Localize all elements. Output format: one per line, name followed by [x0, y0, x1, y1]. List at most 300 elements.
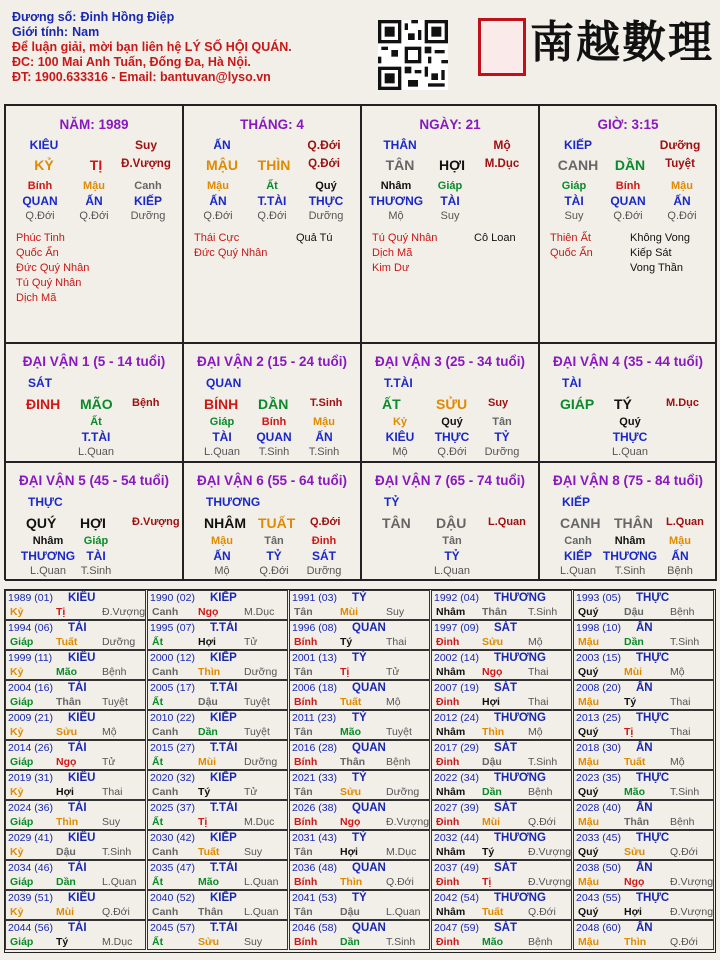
- year-stem: Tân: [294, 786, 313, 798]
- phase: Đ.Vượng: [121, 158, 171, 170]
- life-stage: Bệnh: [667, 565, 693, 577]
- pillar-title: NĂM: 1989: [59, 117, 129, 132]
- year-stage: Thai: [528, 666, 549, 678]
- year-cell: [147, 680, 288, 710]
- year-stem: Kỷ: [10, 846, 24, 858]
- life-stage: L.Quan: [559, 565, 597, 577]
- year-cell: [5, 620, 146, 650]
- year-cell: [431, 620, 572, 650]
- year-stage: Dưỡng: [102, 636, 136, 648]
- pillar-cell: [361, 105, 539, 343]
- year-stage: Bệnh: [386, 756, 411, 768]
- ten-god: TỶ: [444, 549, 460, 563]
- ten-god: TỶ: [266, 549, 282, 563]
- logo-title: 南越數理: [530, 17, 714, 68]
- star: Vong Thần: [630, 262, 684, 274]
- life-stage: T.Sinh: [614, 565, 646, 577]
- year-god: THƯƠNG: [494, 652, 546, 664]
- hidden-god-top: THÂN: [383, 138, 417, 152]
- year-stage: Thai: [386, 636, 407, 648]
- year-cell: [5, 860, 146, 890]
- year-stage: Bệnh: [670, 606, 695, 618]
- year-stage: Thai: [528, 696, 549, 708]
- year-god: T.TÀI: [210, 802, 238, 814]
- year-label: 2020 (32): [150, 772, 195, 784]
- year-god: SÁT: [494, 802, 517, 814]
- year-branch: Mùi: [56, 906, 75, 918]
- phase: M.Dục: [666, 397, 699, 409]
- year-stage: Tử: [244, 636, 258, 648]
- year-stage: M.Dục: [386, 846, 417, 858]
- year-stem: Giáp: [10, 636, 34, 648]
- year-label: 2032 (44): [434, 832, 479, 844]
- pillar-title: THÁNG: 4: [240, 117, 304, 132]
- hidden-stem: Mậu: [669, 535, 691, 547]
- name-value: Đinh Hồng Điệp: [80, 10, 175, 24]
- year-branch: Hợi: [624, 906, 642, 918]
- year-god: TỶ: [352, 832, 367, 844]
- year-label: 2022 (34): [434, 772, 479, 784]
- year-god: TÀI: [68, 742, 87, 754]
- year-stem: Đinh: [436, 876, 460, 888]
- year-stage: Đ.Vượng: [528, 846, 572, 858]
- year-branch: Sửu: [482, 636, 504, 648]
- ten-god: THỰC: [612, 430, 648, 444]
- stem: ĐINH: [26, 396, 61, 412]
- hidden-stem: Giáp: [83, 535, 109, 547]
- stem: TÂN: [382, 515, 411, 531]
- phase-top: Mộ: [493, 138, 511, 152]
- hidden-stem: Đinh: [311, 535, 337, 547]
- hidden-stem: Mậu: [207, 180, 229, 192]
- year-god: THỰC: [636, 832, 670, 844]
- year-god: KIÊU: [68, 592, 96, 604]
- hidden-stem: Mậu: [83, 180, 105, 192]
- year-god: THỰC: [636, 652, 670, 664]
- star: Quả Tú: [296, 232, 333, 244]
- year-branch: Ngọ: [624, 876, 645, 888]
- branch: MÃO: [80, 396, 113, 412]
- phase-top: Dưỡng: [659, 138, 701, 152]
- year-god: KIẾP: [210, 772, 237, 784]
- year-label: 2045 (57): [150, 922, 195, 934]
- year-stage: L.Quan: [244, 876, 279, 888]
- year-branch: Thìn: [56, 816, 79, 828]
- life-stage: Q.Đới: [203, 210, 233, 222]
- dai-van-god: QUAN: [206, 376, 242, 390]
- year-god: KIẾP: [210, 652, 237, 664]
- year-stage: T.Sinh: [528, 756, 558, 768]
- year-cell: [431, 650, 572, 680]
- year-label: 2026 (38): [292, 802, 337, 814]
- year-branch: Tý: [340, 636, 353, 648]
- year-stem: Đinh: [436, 936, 460, 948]
- year-stem: Đinh: [436, 696, 460, 708]
- hidden-stem: Giáp: [437, 180, 463, 192]
- star: Quốc Ấn: [16, 247, 59, 259]
- year-cell: [5, 770, 146, 800]
- gender-label: Giới tính:: [12, 25, 69, 39]
- year-stage: M.Dục: [102, 936, 133, 948]
- star: Không Vong: [630, 232, 690, 244]
- year-cell: [5, 890, 146, 920]
- year-cell: [573, 590, 714, 620]
- year-branch: Sửu: [340, 786, 362, 798]
- year-stage: Đ.Vượng: [386, 816, 430, 828]
- year-stem: Quý: [578, 846, 599, 858]
- hidden-stem: Mậu: [671, 180, 693, 192]
- year-stem: Nhâm: [436, 906, 466, 918]
- phase: T.Sinh: [310, 397, 343, 409]
- year-stem: Giáp: [10, 936, 34, 948]
- year-label: 1990 (02): [150, 592, 195, 604]
- year-god: ẤN: [636, 862, 653, 874]
- star: Thiên Ất: [550, 232, 591, 244]
- year-label: 1991 (03): [292, 592, 337, 604]
- year-branch: Dần: [56, 876, 76, 888]
- ten-god: TÀI: [86, 549, 106, 563]
- stem: NHÂM: [204, 515, 246, 531]
- stem: CANH: [557, 157, 599, 173]
- year-stem: Mậu: [578, 756, 599, 768]
- year-stem: Ất: [152, 876, 164, 888]
- life-stage: Suy: [564, 210, 584, 222]
- year-stage: T.Sinh: [386, 936, 416, 948]
- year-god: KIẾP: [210, 832, 237, 844]
- qr-code-icon[interactable]: [378, 20, 448, 90]
- life-stage: Dưỡng: [308, 210, 344, 222]
- ten-god: ẤN: [85, 194, 103, 208]
- year-stage: Thai: [670, 726, 691, 738]
- life-stage: Q.Đới: [257, 210, 287, 222]
- year-cell: [573, 860, 714, 890]
- year-cell: [289, 920, 430, 950]
- year-branch: Thân: [340, 756, 366, 768]
- dai-van-title: ĐẠI VẬN 8 (75 - 84 tuổi): [552, 473, 704, 488]
- year-cell: [431, 680, 572, 710]
- year-cell: [5, 740, 146, 770]
- stem: GIÁP: [560, 396, 595, 412]
- year-branch: Tý: [482, 846, 495, 858]
- stem: CANH: [560, 515, 601, 531]
- phase: L.Quan: [488, 516, 526, 528]
- year-cell: [5, 830, 146, 860]
- year-label: 1993 (05): [576, 592, 621, 604]
- hidden-stem: Nhâm: [614, 535, 646, 547]
- star: Dịch Mã: [16, 292, 57, 304]
- hidden-stem: Mậu: [313, 416, 335, 428]
- year-stem: Nhâm: [436, 666, 466, 678]
- year-stem: Đinh: [436, 636, 460, 648]
- year-stem: Kỷ: [10, 666, 24, 678]
- year-stem: Kỷ: [10, 606, 24, 618]
- hidden-stem: Tân: [442, 535, 462, 547]
- year-god: KIẾP: [210, 892, 237, 904]
- year-god: TỶ: [352, 592, 367, 604]
- year-god: TỶ: [352, 892, 367, 904]
- year-cell: [431, 740, 572, 770]
- year-cell: [5, 710, 146, 740]
- dai-van-cell: [539, 462, 717, 581]
- branch: TỊ: [89, 157, 103, 173]
- dai-van-god: TÀI: [562, 376, 582, 390]
- name-label: Đương số:: [12, 10, 77, 24]
- year-god: QUAN: [352, 742, 386, 754]
- ten-god: TÀI: [440, 194, 460, 208]
- hidden-stem: Giáp: [561, 180, 587, 192]
- branch: SỬU: [436, 396, 468, 412]
- year-stem: Ất: [152, 696, 164, 708]
- year-label: 1992 (04): [434, 592, 479, 604]
- ten-god: QUAN: [256, 430, 292, 444]
- year-stem: Giáp: [10, 756, 34, 768]
- year-cell: [147, 590, 288, 620]
- star: Kim Dư: [372, 262, 410, 274]
- year-branch: Thìn: [624, 936, 647, 948]
- year-label: 2025 (37): [150, 802, 195, 814]
- year-branch: Ngọ: [482, 666, 503, 678]
- phase: M.Dục: [484, 158, 520, 170]
- year-label: 1995 (07): [150, 622, 195, 634]
- year-label: 2006 (18): [292, 682, 337, 694]
- year-stem: Kỷ: [10, 786, 24, 798]
- year-label: 2031 (43): [292, 832, 337, 844]
- ten-god: QUAN: [610, 194, 646, 208]
- year-stage: Bệnh: [102, 666, 127, 678]
- star: Quốc Ấn: [550, 247, 593, 259]
- star: Tú Quý Nhân: [16, 277, 82, 289]
- year-branch: Thân: [482, 606, 508, 618]
- year-stage: Tử: [386, 666, 400, 678]
- dai-van-cell: [5, 462, 183, 581]
- year-cell: [147, 710, 288, 740]
- year-stage: Suy: [244, 936, 263, 948]
- year-cell: [431, 860, 572, 890]
- year-branch: Hợi: [56, 786, 74, 798]
- stem: KỶ: [34, 157, 54, 173]
- ten-god: THƯƠNG: [368, 194, 424, 208]
- year-label: 2015 (27): [150, 742, 195, 754]
- year-stage: L.Quan: [102, 876, 137, 888]
- year-branch: Sửu: [56, 726, 78, 738]
- year-stage: Q.Đới: [670, 936, 698, 948]
- year-label: 2009 (21): [8, 712, 53, 724]
- year-label: 2037 (49): [434, 862, 479, 874]
- year-stage: Tử: [102, 756, 116, 768]
- year-stem: Kỷ: [10, 906, 24, 918]
- year-stage: L.Quan: [244, 906, 279, 918]
- pillar-title: NGÀY: 21: [419, 117, 481, 132]
- year-god: KIÊU: [68, 832, 96, 844]
- year-label: 2036 (48): [292, 862, 337, 874]
- year-stem: Ất: [152, 936, 164, 948]
- year-label: 2023 (35): [576, 772, 621, 784]
- seal-stamp: [478, 18, 526, 76]
- year-branch: Dậu: [482, 756, 502, 768]
- year-cell: [573, 680, 714, 710]
- year-cell: [147, 830, 288, 860]
- year-god: THỰC: [636, 772, 670, 784]
- year-stem: Tân: [294, 666, 313, 678]
- year-god: TÀI: [68, 802, 87, 814]
- year-stem: Canh: [152, 666, 179, 678]
- branch: TUẤT: [258, 515, 296, 531]
- year-god: THƯƠNG: [494, 892, 546, 904]
- year-stem: Ất: [152, 756, 164, 768]
- year-branch: Mão: [482, 936, 503, 948]
- year-god: QUAN: [352, 802, 386, 814]
- year-god: SÁT: [494, 622, 517, 634]
- ten-god: KIẾP: [563, 549, 593, 563]
- chart-grid: [4, 104, 716, 580]
- phase: Tuyệt: [665, 158, 695, 170]
- year-stage: Tử: [244, 786, 258, 798]
- dai-van-god: THƯƠNG: [206, 495, 261, 509]
- year-stem: Giáp: [10, 876, 34, 888]
- phase: L.Quan: [666, 516, 704, 528]
- dai-van-cell: [361, 462, 539, 581]
- year-stem: Canh: [152, 726, 179, 738]
- star: Dịch Mã: [372, 247, 413, 259]
- year-god: SÁT: [494, 742, 517, 754]
- year-stem: Tân: [294, 606, 313, 618]
- year-stem: Tân: [294, 726, 313, 738]
- year-god: THỰC: [636, 592, 670, 604]
- ten-god: ẤN: [671, 549, 689, 563]
- dai-van-god: SÁT: [28, 376, 52, 390]
- dai-van-cell: [539, 343, 717, 462]
- year-stem: Bính: [294, 876, 318, 888]
- pillar-title: GIỜ: 3:15: [597, 117, 659, 132]
- year-cell: [147, 920, 288, 950]
- year-cell: [289, 590, 430, 620]
- year-stage: Thai: [670, 696, 691, 708]
- year-cell: [5, 590, 146, 620]
- year-cell: [289, 710, 430, 740]
- year-god: THỰC: [636, 892, 670, 904]
- year-stage: Suy: [244, 846, 263, 858]
- life-stage: Dưỡng: [484, 446, 520, 458]
- year-label: 2002 (14): [434, 652, 479, 664]
- year-branch: Tý: [624, 696, 637, 708]
- year-god: TÀI: [68, 922, 87, 934]
- year-label: 2000 (12): [150, 652, 195, 664]
- pillar-cell: [539, 105, 717, 343]
- ten-god: SÁT: [312, 549, 336, 563]
- year-cell: [147, 740, 288, 770]
- year-stem: Bính: [294, 936, 318, 948]
- year-stage: Suy: [386, 606, 405, 618]
- year-stage: Bệnh: [528, 786, 553, 798]
- branch: HỢI: [439, 157, 465, 173]
- ten-god: KIẾP: [133, 194, 163, 208]
- hidden-stem: Kỷ: [392, 416, 408, 428]
- year-branch: Ngọ: [340, 816, 361, 828]
- hidden-stem: Tân: [492, 416, 512, 428]
- life-stage: Mộ: [388, 210, 404, 222]
- year-label: 2019 (31): [8, 772, 53, 784]
- branch: DẦN: [258, 396, 289, 412]
- ten-god: THỰC: [434, 430, 470, 444]
- year-stem: Quý: [578, 606, 599, 618]
- year-label: 2003 (15): [576, 652, 621, 664]
- year-branch: Mão: [624, 786, 645, 798]
- year-cell: [147, 770, 288, 800]
- life-stage: Dưỡng: [130, 210, 166, 222]
- year-cell: [289, 620, 430, 650]
- year-god: T.TÀI: [210, 622, 238, 634]
- year-label: 1989 (01): [8, 592, 53, 604]
- year-label: 2044 (56): [8, 922, 53, 934]
- year-stage: Dưỡng: [244, 666, 278, 678]
- year-label: 2010 (22): [150, 712, 195, 724]
- year-god: KIÊU: [68, 772, 96, 784]
- hidden-stem: Giáp: [209, 416, 235, 428]
- year-branch: Mão: [198, 876, 219, 888]
- year-cell: [289, 650, 430, 680]
- dai-van-title: ĐẠI VẬN 4 (35 - 44 tuổi): [552, 354, 704, 369]
- year-label: 2029 (41): [8, 832, 53, 844]
- year-cell: [431, 710, 572, 740]
- branch: HỢI: [80, 515, 106, 531]
- year-branch: Tuất: [482, 906, 504, 918]
- year-branch: Thìn: [198, 666, 221, 678]
- hidden-stem: Quý: [441, 416, 463, 428]
- year-god: TỶ: [352, 652, 367, 664]
- year-stem: Bính: [294, 756, 318, 768]
- year-god: THƯƠNG: [494, 712, 546, 724]
- life-stage: Q.Đới: [667, 210, 697, 222]
- year-stem: Bính: [294, 636, 318, 648]
- year-branch: Tuất: [198, 846, 220, 858]
- hidden-stem: Ất: [266, 180, 278, 192]
- year-stage: Thai: [102, 786, 123, 798]
- year-label: 2041 (53): [292, 892, 337, 904]
- year-label: 1998 (10): [576, 622, 621, 634]
- year-label: 2030 (42): [150, 832, 195, 844]
- life-stage: Mộ: [214, 565, 230, 577]
- life-stage: Q.Đới: [437, 446, 467, 458]
- year-stage: Bệnh: [528, 936, 553, 948]
- year-label: 2007 (19): [434, 682, 479, 694]
- phase: Q.Đới: [308, 158, 340, 170]
- year-branch: Dần: [624, 636, 644, 648]
- year-stage: T.Sinh: [528, 606, 558, 618]
- year-branch: Mùi: [340, 606, 359, 618]
- year-god: ẤN: [636, 802, 653, 814]
- year-cell: [573, 920, 714, 950]
- year-label: 1996 (08): [292, 622, 337, 634]
- year-cell: [573, 830, 714, 860]
- year-cell: [289, 680, 430, 710]
- life-stage: Mộ: [392, 446, 408, 458]
- branch: THÌN: [257, 157, 291, 173]
- year-god: QUAN: [352, 682, 386, 694]
- year-cell: [147, 890, 288, 920]
- year-god: ẤN: [636, 622, 653, 634]
- year-cell: [573, 650, 714, 680]
- year-branch: Tị: [482, 876, 492, 888]
- ten-god: TÀI: [564, 194, 584, 208]
- year-stage: Mộ: [386, 696, 401, 708]
- year-label: 2047 (59): [434, 922, 479, 934]
- ten-god: THỰC: [308, 194, 344, 208]
- year-label: 2004 (16): [8, 682, 53, 694]
- year-god: TÀI: [68, 622, 87, 634]
- stem: ẤT: [382, 396, 401, 412]
- life-stage: L.Quan: [433, 565, 471, 577]
- year-stem: Đinh: [436, 816, 460, 828]
